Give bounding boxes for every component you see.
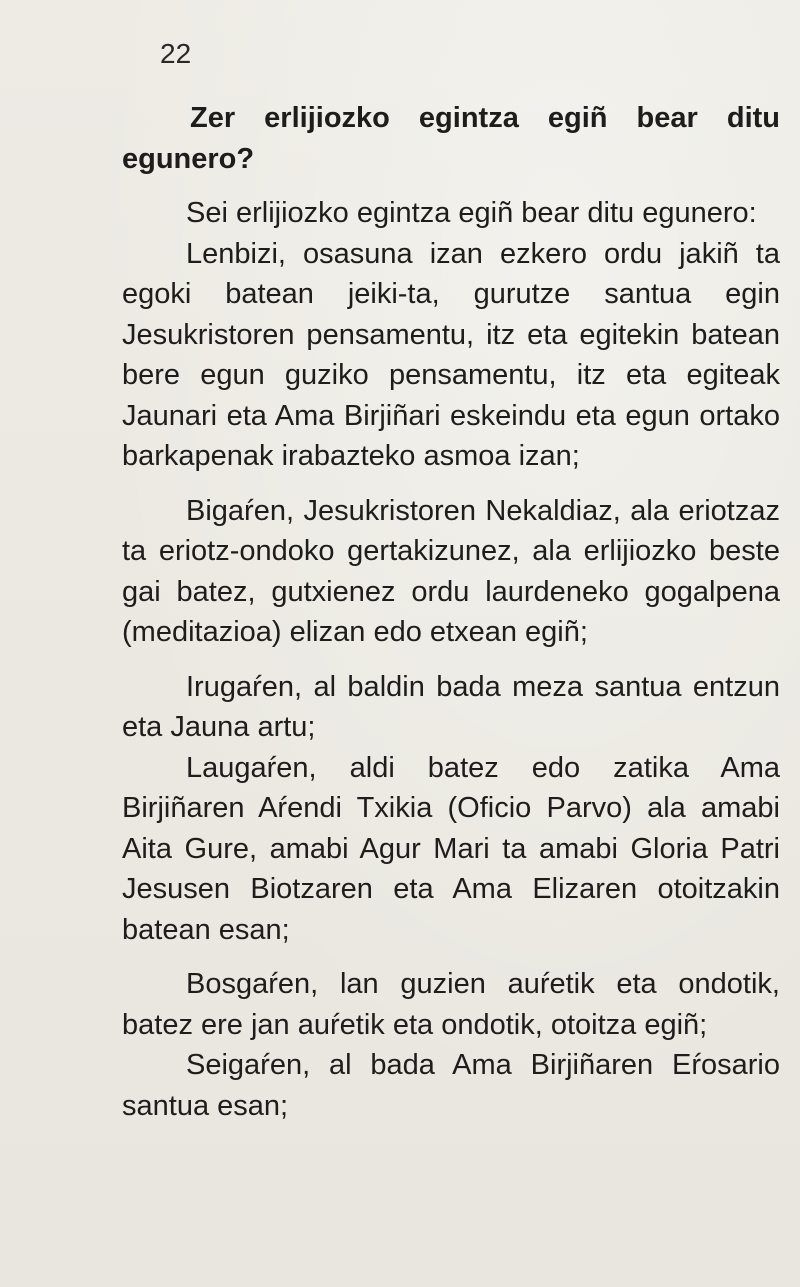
- page-content: [122, 98, 780, 1126]
- page-number: 22: [160, 38, 192, 69]
- question-heading: Zer erlijiozko egintza egiñ bear ditu egunero?: [122, 102, 780, 175]
- paragraph-first: Lenbizi, osasuna izan ezkero ordu jakiñ ta egoki batean jeiki-ta, gurutze santua egin Jesukristoren pensamentu, itz eta egitekin batean bere egun guziko pensamentu, itz eta egiteak Jaunari eta Ama Birjiñari eskeindu eta egun ortako barkapenak irabazteko asmoa izan;: [122, 237, 780, 472]
- paragraph-second: Bigaŕen, Jesukristoren Nekaldiaz, ala eriotzaz ta eriotz-ondoko gertakizunez, ala erlijiozko beste gai batez, gutxienez ordu laurdeneko gogalpena (meditazioa) elizan edo etxean egiñ;: [122, 494, 780, 648]
- paragraph-third: Irugaŕen, al baldin bada meza santua entzun eta Jauna artu;: [122, 670, 780, 743]
- paragraph-fourth: Laugaŕen, aldi batez edo zatika Ama Birjiñaren Aŕendi Txikia (Oficio Parvo) ala amabi Aita Gure, amabi Agur Mari ta amabi Gloria Patri Jesusen Biotzaren eta Ama Elizaren otoitzakin batean esan;: [122, 751, 780, 946]
- paragraph-fifth: Bosgaŕen, lan guzien auŕetik eta ondotik, batez ere jan auŕetik eta ondotik, otoitza egiñ;: [122, 968, 780, 1041]
- paragraph-sixth: Seigaŕen, al bada Ama Birjiñaren Eŕosario santua esan;: [122, 1049, 780, 1122]
- paragraph-intro: Sei erlijiozko egintza egiñ bear ditu egunero:: [186, 197, 757, 229]
